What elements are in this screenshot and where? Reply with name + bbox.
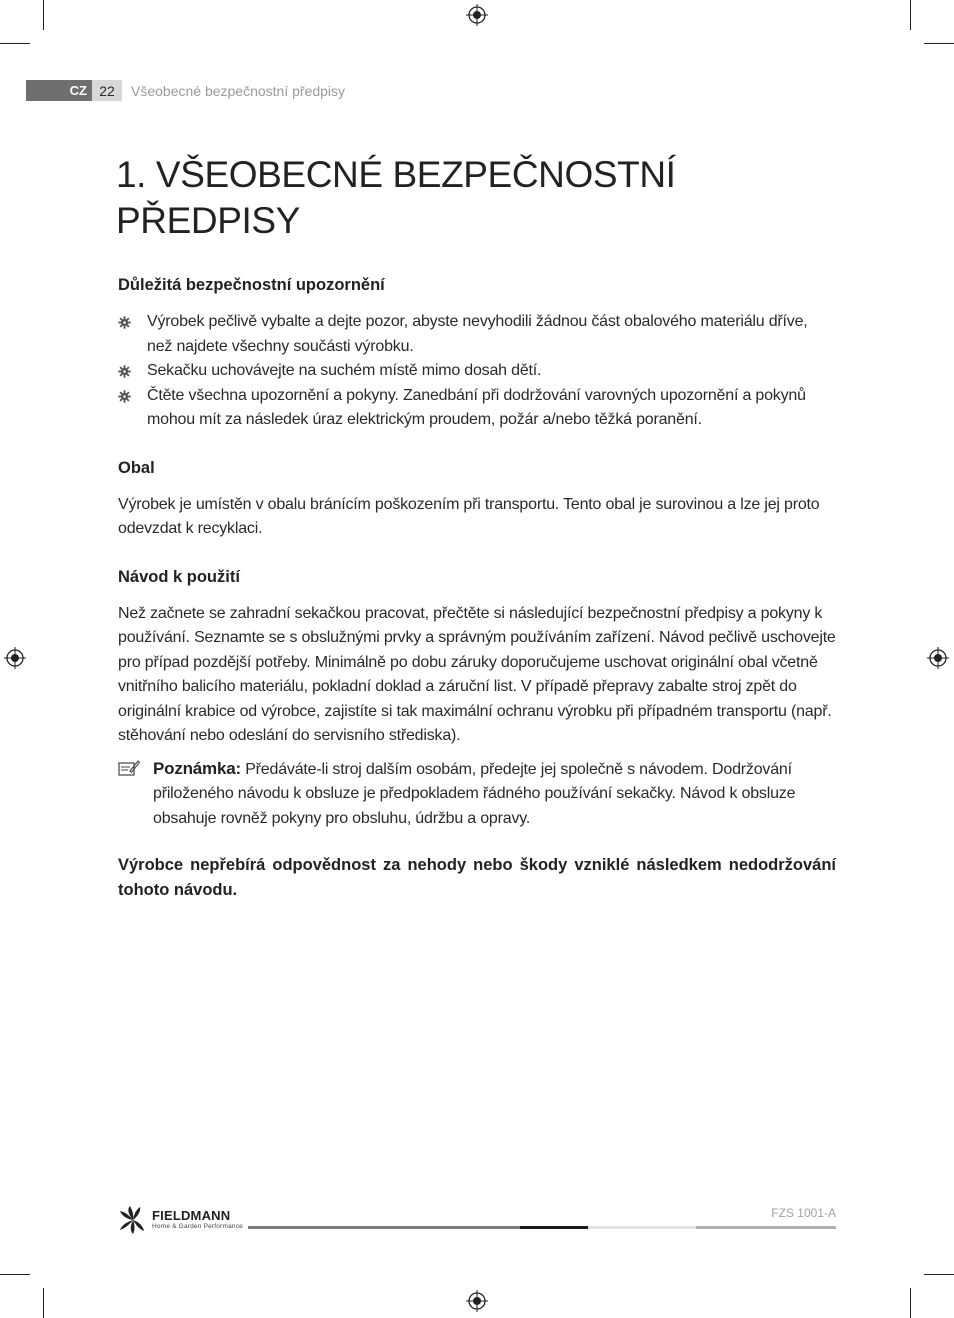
registration-mark-icon [4, 647, 26, 669]
crop-mark [910, 0, 911, 30]
packaging-paragraph: Výrobek je umístěn v obalu bránícím poškozením při transportu. Tento obal je surovinou a lze jej proto odevzdat k recyklaci. [118, 495, 820, 537]
footer-bar-segment [588, 1226, 696, 1229]
crop-mark [0, 1274, 30, 1275]
crop-mark [924, 1274, 954, 1275]
crop-mark [910, 1288, 911, 1318]
gear-bullet-icon [118, 316, 131, 329]
page-title: 1. VŠEOBECNÉ BEZPEČNOSTNÍ PŘEDPISY [116, 154, 676, 241]
footer-bar-segment [248, 1226, 520, 1229]
gear-bullet-icon [118, 390, 131, 403]
registration-mark-icon [927, 647, 949, 669]
bullet-text: Sekačku uchovávejte na suchém místě mimo dosah dětí. [147, 362, 542, 379]
gear-bullet-icon [118, 365, 131, 378]
section-title-important: Důležitá bezpečnostní upozornění [118, 276, 385, 294]
section-title-packaging: Obal [118, 458, 155, 477]
leaf-logo-icon [118, 1205, 148, 1235]
section-title-instructions: Návod k použití [118, 567, 240, 586]
page-content [118, 152, 836, 902]
language-badge: CZ [26, 80, 92, 101]
crop-mark [43, 1288, 44, 1318]
logo-text [152, 1209, 243, 1231]
disclaimer-text: Výrobce nepřebírá odpovědnost za nehody nebo škody vzniklé následkem nedodržování tohoto návodu. [118, 856, 836, 899]
registration-mark-icon [466, 1290, 488, 1312]
brand-name: FIELDMANN [152, 1208, 231, 1223]
page-number: 22 [92, 80, 122, 101]
safety-bullet-list [118, 310, 836, 433]
crop-mark [924, 43, 954, 44]
note-label: Poznámka: [153, 758, 241, 778]
crop-mark [43, 0, 44, 30]
note-text: Předáváte-li stroj dalším osobám, předejte jej společně s návodem. Dodržování přiloženého návodu k obsluze je předpokladem řádného používání sekačky. Návod k obsluze obsahuje rovněž pokyny pro obsluhu, údržbu a opravy. [153, 760, 796, 827]
header-title: Všeobecné bezpečnostní předpisy [131, 82, 346, 99]
model-code: FZS 1001-A [771, 1206, 836, 1220]
list-item [118, 359, 836, 384]
running-header [26, 80, 345, 101]
note-block [118, 757, 836, 832]
bullet-text: Čtěte všechna upozornění a pokyny. Zanedbání při dodržování varovných upozornění a pokynů mohou mít za následek úraz elektrickým proudem, požár a/nebo těžká poranění. [147, 386, 806, 428]
list-item [118, 384, 836, 433]
instructions-paragraph: Než začnete se zahradní sekačkou pracovat, přečtěte si následující bezpečnostní předpisy a pokyny k používání. Seznamte se s obslužnými prvky a správným používáním zařízení. Návod pečlivě uschovejte pro případ pozdější potřeby. Minimálně po dobu záruky doporučujeme uschovat originální obal včetně vnitřního balicího materiálu, pokladní doklad a záruční list. V případě přepravy zabalte stroj zpět do originální krabice od výrobce, zajistíte si tak maximální ochranu výrobku při případném transportu (např. stěhování nebo odeslání do servisního střediska). [118, 604, 836, 744]
footer-bar-segment [696, 1226, 836, 1229]
registration-mark-icon [466, 4, 488, 26]
brand-tagline: Home & Garden Performance [152, 1223, 243, 1230]
crop-mark [0, 43, 30, 44]
footer-bar-segment [520, 1226, 588, 1229]
bullet-text: Výrobek pečlivě vybalte a dejte pozor, abyste nevyhodili žádnou část obalového materiálu dříve, než najdete všechny součásti výrobku. [147, 313, 808, 355]
note-pencil-icon [118, 759, 140, 777]
list-item [118, 310, 836, 359]
brand-logo [118, 1205, 243, 1235]
